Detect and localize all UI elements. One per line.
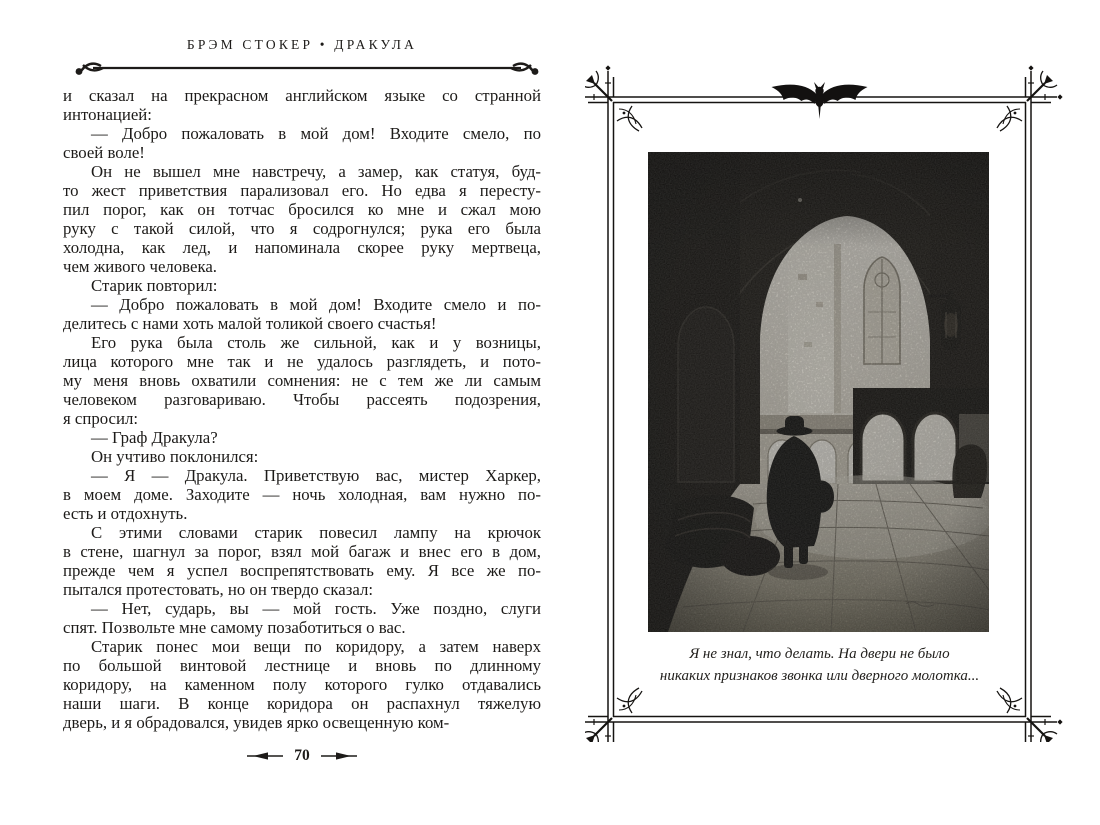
page-footer — [63, 747, 541, 765]
caption-line: никаких признаков звонка или дверного молотка... — [659, 668, 980, 684]
text-line: Он не вышел мне навстречу, а замер, как статуя, буд- — [91, 162, 541, 181]
gothic-corner-ornament — [997, 688, 1063, 742]
arrow-dash-ornament-right — [321, 751, 357, 761]
page-number: 70 — [294, 747, 310, 764]
text-line: в стене, шагнул за порог, взял мой багаж и внес его в дом, — [63, 542, 541, 561]
swirl-ornament-left — [76, 64, 103, 75]
arrow-dash-ornament-left — [247, 751, 283, 761]
text-line: — Нет, сударь, вы — мой гость. Уже поздно, слуги — [91, 599, 541, 618]
text-line: С этими словами старик повесил лампу на крючок — [91, 523, 541, 542]
text-line: спят. Позвольте мне самому позаботиться о вас. — [63, 618, 406, 637]
illustration-caption — [640, 643, 999, 687]
swirl-ornament-right — [511, 64, 538, 75]
paragraph — [63, 333, 541, 428]
text-line: Старик повторил: — [91, 276, 218, 295]
paragraph — [63, 599, 541, 637]
body-text — [63, 86, 541, 732]
text-line: человеком разговариваю. Чтобы рассеять подозрения, — [63, 390, 541, 409]
text-line: лица которого мне так и не удалось разглядеть, и пото- — [63, 352, 541, 371]
paragraph — [63, 523, 541, 599]
text-line: коридору, на каменном полу которого гулко отдавались — [63, 675, 541, 694]
text-line: своей воле! — [63, 143, 145, 162]
paragraph — [63, 295, 541, 333]
text-line: чем живого человека. — [63, 257, 217, 276]
text-line: прежде чем я успел воспрепятствовать ему. Я все же по- — [63, 561, 541, 580]
text-line: Его рука была столь же сильной, как и у возницы, — [91, 333, 541, 352]
text-line: — Добро пожаловать в мой дом! Входите смело, по — [91, 124, 541, 143]
paragraph — [63, 466, 541, 523]
bat-icon — [772, 82, 868, 119]
paragraph — [63, 162, 541, 276]
text-line: дверь, и я обрадовался, увидев ярко освещенную ком- — [63, 713, 450, 732]
paragraph — [63, 428, 541, 447]
text-line: пытался протестовать, но он твердо сказал: — [63, 580, 374, 599]
illustration-gothic-courtyard — [648, 152, 989, 632]
paragraph — [63, 637, 541, 732]
text-line: руку с такой силой, что я содрогнулся; рука его была — [63, 219, 541, 238]
text-line: и сказал на прекрасном английском языке со странной — [63, 86, 541, 105]
paragraph — [63, 124, 541, 162]
text-line: холодна, как лед, и напоминала скорее руку мертвеца, — [63, 238, 541, 257]
text-line: му меня вновь охватили сомнения: не с тем же ли самым — [63, 371, 541, 390]
text-line: делитесь с нами хоть малой толикой своего счастья! — [63, 314, 437, 333]
paragraph — [63, 86, 541, 124]
text-line: пил порог, как он тотчас бросился ко мне и сжал мою — [63, 200, 541, 219]
text-line: — Я — Дракула. Приветствую вас, мистер Харкер, — [91, 466, 541, 485]
text-line: Старик понес мои вещи по коридору, а затем наверх — [91, 637, 541, 656]
caption-line: Я не знал, что делать. На двери не было — [689, 646, 950, 662]
text-line: наши шаги. В конце коридора он распахнул тяжелую — [63, 694, 541, 713]
text-line: то жест приветствия парализовал его. Но едва я пересту- — [63, 181, 541, 200]
text-line: Он учтиво поклонился: — [91, 447, 259, 466]
text-line: я спросил: — [63, 409, 139, 428]
header-rule-ornament — [73, 59, 541, 77]
paragraph — [63, 447, 541, 466]
text-line: по большой винтовой лестнице и вновь по длинному — [63, 656, 541, 675]
text-line: интонацией: — [63, 105, 152, 124]
text-line: есть и отдохнуть. — [63, 504, 188, 523]
text-line: в моем доме. Заходите — ночь холодная, вам нужно по- — [63, 485, 541, 504]
paragraph — [63, 276, 541, 295]
text-line: — Добро пожаловать в мой дом! Входите смело и по- — [91, 295, 541, 314]
text-line: — Граф Дракула? — [91, 428, 218, 447]
running-head: БРЭМ СТОКЕР • ДРАКУЛА — [186, 37, 418, 52]
gothic-corner-ornament — [997, 65, 1063, 131]
